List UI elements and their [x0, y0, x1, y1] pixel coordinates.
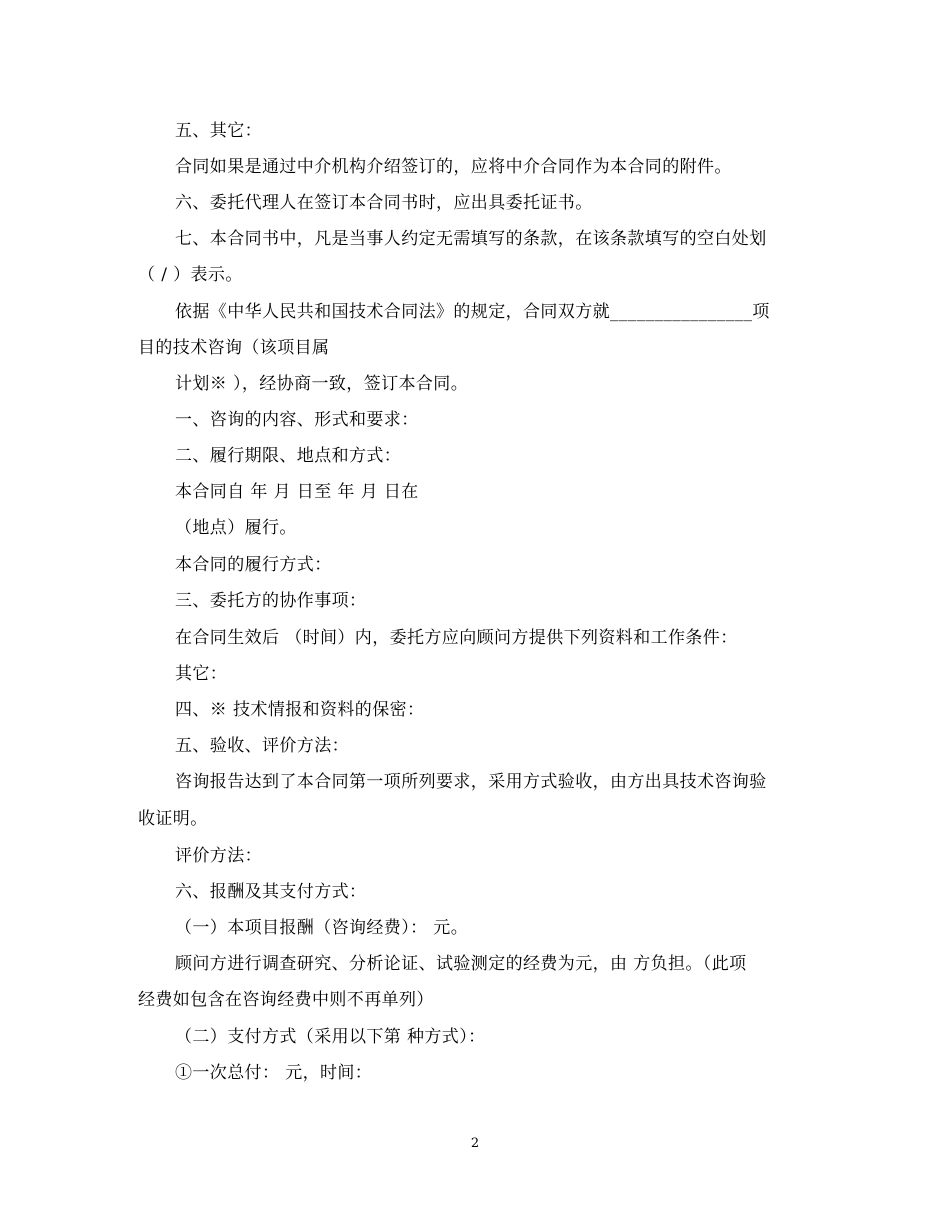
term-clause: 本合同自 年 月 日至 年 月 日在 — [175, 482, 419, 502]
section-four-heading: 四、※ 技术情报和资料的保密： — [175, 700, 425, 720]
cooperation-other: 其它： — [175, 664, 228, 684]
section-five-other-heading: 五、其它： — [175, 121, 262, 141]
section-one-heading: 一、咨询的内容、形式和要求： — [175, 410, 419, 430]
payment-method-heading: （二）支付方式（采用以下第 种方式）： — [175, 1027, 486, 1047]
contract-basis-clause: 依据《中华人民共和国技术合同法》的规定，合同双方就________________项 — [175, 302, 770, 322]
acceptance-clause-continued: 收证明。 — [138, 809, 208, 829]
section-two-heading: 二、履行期限、地点和方式： — [175, 446, 402, 466]
research-fee-clause: 顾问方进行调查研究、分析论证、试验测定的经费为元，由 方负担。（此项 — [175, 954, 747, 974]
location-clause: （地点）履行。 — [175, 518, 297, 538]
plan-clause: 计划※ ），经协商一致，签订本合同。 — [175, 374, 469, 394]
page-number: 2 — [470, 1136, 480, 1151]
section-six-agent-clause: 六、委托代理人在签订本合同书时，应出具委托证书。 — [175, 193, 593, 213]
section-three-heading: 三、委托方的协作事项： — [175, 591, 367, 611]
section-five-heading: 五、验收、评价方法： — [175, 736, 349, 756]
lump-sum-payment-clause: ①一次总付： 元，时间： — [175, 1063, 373, 1083]
remuneration-clause: （一）本项目报酬（咨询经费）： 元。 — [175, 918, 469, 938]
section-six-heading: 六、报酬及其支付方式： — [175, 882, 367, 902]
section-seven-clause-continued: （ / ）表示。 — [138, 265, 243, 285]
cooperation-clause: 在合同生效后 （时间）内，委托方应向顾问方提供下列资料和工作条件： — [175, 628, 738, 648]
research-fee-clause-continued: 经费如包含在咨询经费中则不再单列） — [138, 990, 434, 1010]
acceptance-clause: 咨询报告达到了本合同第一项所列要求，采用方式验收，由方出具技术咨询验 — [175, 772, 767, 792]
intermediary-clause: 合同如果是通过中介机构介绍签订的，应将中介合同作为本合同的附件。 — [175, 157, 732, 177]
evaluation-method: 评价方法： — [175, 846, 262, 866]
section-seven-clause: 七、本合同书中，凡是当事人约定无需填写的条款，在该条款填写的空白处划 — [175, 229, 767, 249]
contract-basis-clause-continued: 目的技术咨询（该项目属 — [138, 338, 330, 358]
performance-method-clause: 本合同的履行方式： — [175, 555, 332, 575]
